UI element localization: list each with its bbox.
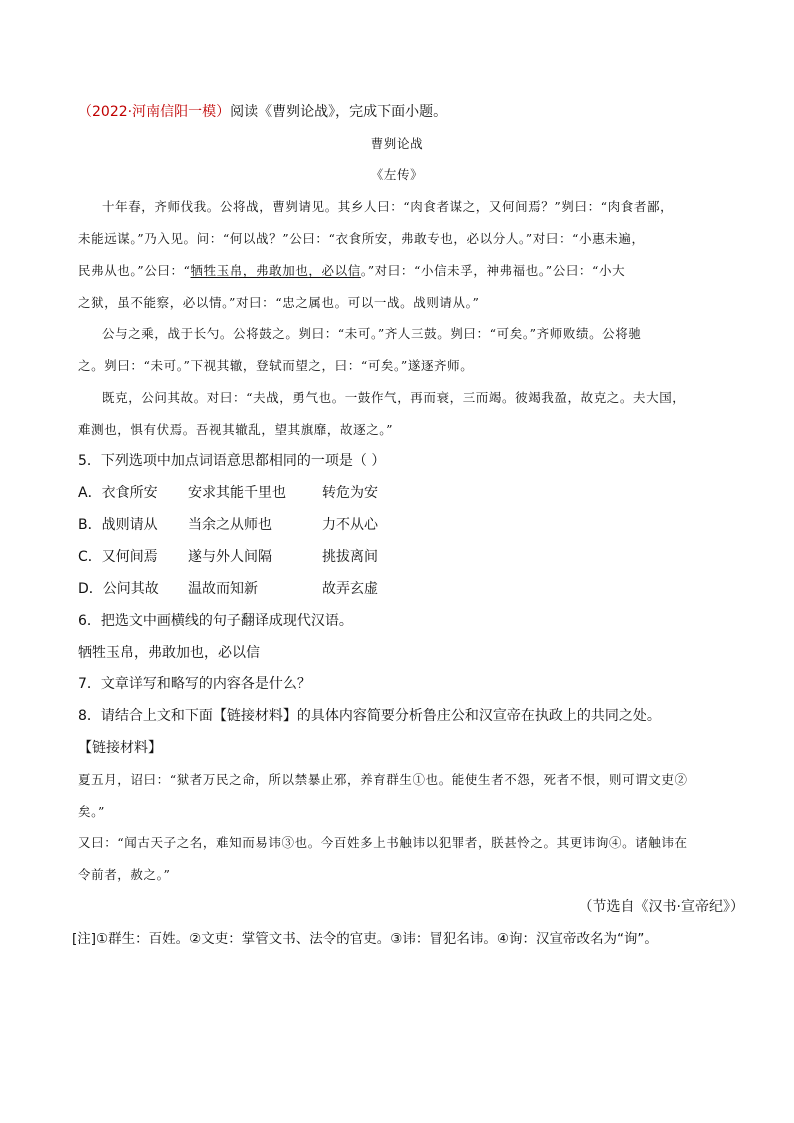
link-material-line: 夏五月，诏曰：“狱者万民之命，所以禁暴止邪，养育群生①也。能使生者不怨，死者不恨，则可谓文吏②	[78, 772, 688, 787]
option-word: 挑拔离间	[322, 549, 378, 565]
passage-author: 《左传》	[370, 167, 424, 182]
option-d	[78, 580, 378, 598]
question-5-stem: 5．下列选项中加点词语意思都相同的一项是（ ）	[78, 453, 386, 469]
passage-line: 既克，公问其故。对曰：“夫战，勇气也。一鼓作气，再而衰，三而竭。彼竭我盈，故克之。夫大国，	[102, 390, 686, 405]
annotation-notes: [注]①群生：百姓。②文吏：掌管文书、法令的官吏。③讳：冒犯名讳。④询：汉宣帝改名为“询”。	[72, 931, 658, 947]
passage-line: 公与之乘，战于长勺。公将鼓之。刿曰：“未可。”齐人三鼓。刿曰：“可矣。”齐师败绩。公将驰	[102, 326, 642, 341]
passage-line: 之狱，虽不能察，必以情。”对曰：“忠之属也。可以一战。战则请从。”	[78, 295, 480, 310]
option-word: 故弄玄虚	[322, 581, 378, 597]
link-material-line: 令前者，赦之。”	[78, 867, 171, 882]
intro-line	[78, 103, 447, 121]
passage-line: 之。刿曰：“未可。”下视其辙，登轼而望之，曰：“可矣。”遂逐齐师。	[78, 358, 474, 373]
option-label: C．又何间焉	[78, 549, 158, 565]
option-word: 安求其能千里也	[188, 485, 286, 501]
passage-text: 民弗从也。”公曰：“	[78, 263, 191, 278]
option-label: D．公问其故	[78, 581, 159, 597]
question-7-stem: 7．文章详写和略写的内容各是什么？	[78, 676, 311, 692]
link-material-line: 又曰：“闻古天子之名，难知而易讳③也。今百姓多上书触讳以犯罪者，朕甚怜之。其更讳询④。诸触讳在	[78, 835, 688, 850]
option-word: 当余之从师也	[188, 517, 272, 533]
option-b	[78, 516, 378, 534]
option-word: 力不从心	[322, 517, 378, 533]
option-a	[78, 484, 378, 502]
question-8-stem: 8．请结合上文和下面【链接材料】的具体内容简要分析鲁庄公和汉宣帝在执政上的共同之处。	[78, 708, 661, 724]
option-word: 遂与外人间隔	[188, 549, 272, 565]
passage-line: 难测也，惧有伏焉。吾视其辙乱，望其旗靡，故逐之。”	[78, 422, 394, 437]
option-word: 温故而知新	[188, 581, 258, 597]
option-word: 转危为安	[322, 485, 378, 501]
passage-line: 十年春，齐师伐我。公将战，曹刿请见。其乡人曰：“肉食者谋之，又何间焉？”刿曰：“肉食者鄙，	[102, 199, 674, 214]
link-material-heading: 【链接材料】	[78, 740, 162, 756]
passage-text: 。”对曰：“小信未孚，神弗福也。”公曰：“小大	[360, 263, 626, 278]
question-6-stem: 6．把选文中画横线的句子翻译成现代汉语。	[78, 613, 353, 629]
question-6-sentence: 牺牲玉帛，弗敢加也，必以信	[78, 645, 260, 661]
link-material-source: （节选自《汉书·宣帝纪》）	[578, 899, 744, 915]
underlined-sentence: 牺牲玉帛，弗敢加也，必以信	[190, 263, 361, 278]
passage-line: 未能远谋。”乃入见。问：“何以战？”公曰：“衣食所安，弗敢专也，必以分人。”对曰：“小惠未遍，	[78, 231, 645, 246]
passage-line	[78, 262, 625, 280]
link-material-line: 矣。”	[78, 804, 105, 819]
passage-title: 曹刿论战	[370, 136, 424, 151]
question-source-tag: （2022·河南信阳一模）	[78, 104, 231, 120]
option-label: B．战则请从	[78, 517, 158, 533]
option-c	[78, 548, 378, 566]
option-label: A．衣食所安	[78, 485, 158, 501]
intro-instruction: 阅读《曹刿论战》，完成下面小题。	[230, 104, 448, 120]
